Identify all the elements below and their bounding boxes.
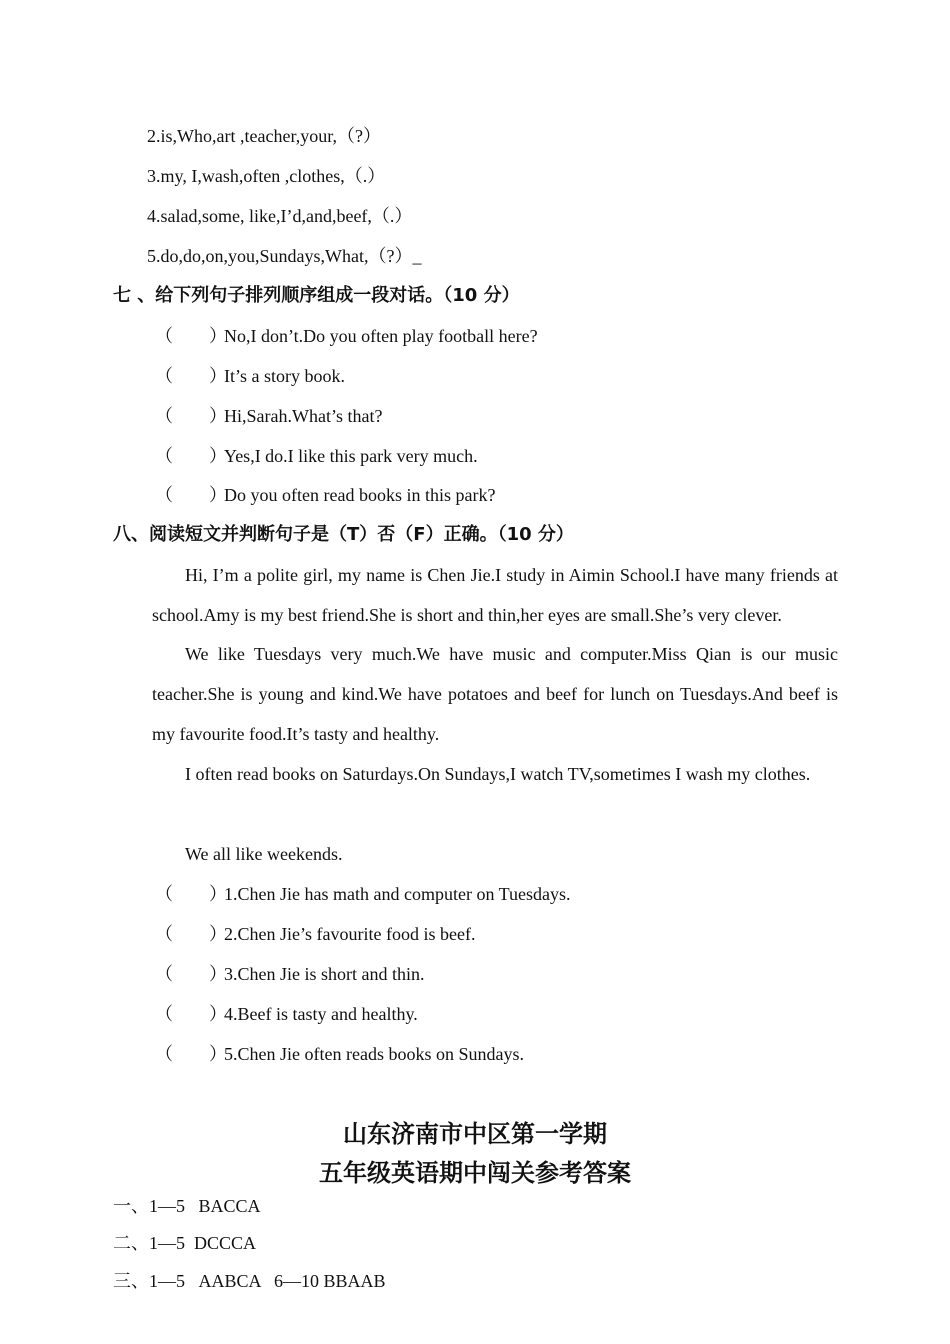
answer-key-subtitle: 五年级英语期中闯关参考答案 xyxy=(319,1159,631,1187)
dialogue-text: Hi,Sarah.What’s that? xyxy=(224,406,383,426)
dialogue-item xyxy=(155,404,382,428)
question-text: 2.Chen Jie’s favourite food is beef. xyxy=(224,924,476,944)
question-text: 4.Beef is tasty and healthy. xyxy=(224,1004,418,1024)
dialogue-text: Do you often read books in this park? xyxy=(224,485,496,505)
question-text: 1.Chen Jie has math and computer on Tuesdays. xyxy=(224,884,571,904)
dialogue-text: Yes,I do.I like this park very much. xyxy=(224,446,478,466)
answer-key-title: 山东济南市中区第一学期 xyxy=(343,1120,607,1148)
section6-item: 3.my, I,wash,often ,clothes,（.） xyxy=(147,166,386,186)
judgement-question xyxy=(155,922,475,946)
judgement-question xyxy=(155,1042,524,1066)
reading-paragraph: We all like weekends. xyxy=(185,844,343,864)
judgement-question xyxy=(155,962,425,986)
dialogue-item xyxy=(155,324,538,348)
reading-paragraph: Hi, I’m a polite girl, my name is Chen Jie.I study in Aimin School.I have many friends at school.Amy is my best friend.She is short and thin,her eyes are small.She’s very clever. xyxy=(152,565,838,625)
judgement-question xyxy=(155,882,570,906)
dialogue-text: No,I don’t.Do you often play football here? xyxy=(224,326,538,346)
reading-paragraph: I often read books on Saturdays.On Sundays,I watch TV,sometimes I wash my clothes. xyxy=(185,764,811,784)
dialogue-text: It’s a story book. xyxy=(224,366,345,386)
reading-paragraph: We like Tuesdays very much.We have music and computer.Miss Qian is our music teacher.She is young and kind.We have potatoes and beef for lunch on Tuesdays.And beef is my favourite food.It’s tasty and healthy. xyxy=(152,644,838,744)
dialogue-item xyxy=(155,483,495,507)
answer-blank[interactable]: （ ） xyxy=(155,326,227,346)
question-text: 5.Chen Jie often reads books on Sundays. xyxy=(224,1044,524,1064)
answer-blank[interactable]: （ ） xyxy=(155,964,227,984)
answer-blank[interactable]: （ ） xyxy=(155,884,227,904)
judgement-question xyxy=(155,1002,418,1026)
answer-blank[interactable]: （ ） xyxy=(155,485,227,505)
answer-blank[interactable]: （ ） xyxy=(155,446,227,466)
section6-item: 4.salad,some, like,I’d,and,beef,（.） xyxy=(147,206,413,226)
answer-blank[interactable]: （ ） xyxy=(155,366,227,386)
section8-heading: 八、阅读短文并判断句子是（T）否（F）正确。（10 分） xyxy=(113,524,574,545)
question-text: 3.Chen Jie is short and thin. xyxy=(224,964,425,984)
dialogue-item xyxy=(155,364,345,388)
section6-item: 5.do,do,on,you,Sundays,What,（?）_ xyxy=(147,246,422,266)
answer-line: 三、1—5 AABCA 6—10 BBAAB xyxy=(113,1271,386,1291)
answer-blank[interactable]: （ ） xyxy=(155,1004,227,1024)
answer-blank[interactable]: （ ） xyxy=(155,1044,227,1064)
answer-blank[interactable]: （ ） xyxy=(155,924,227,944)
section7-heading: 七 、给下列句子排列顺序组成一段对话。（10 分） xyxy=(113,285,520,306)
section6-item: 2.is,Who,art ,teacher,your,（?） xyxy=(147,126,381,146)
answer-line: 一、1—5 BACCA xyxy=(113,1196,261,1216)
answer-line: 二、1—5 DCCCA xyxy=(113,1233,257,1253)
answer-blank[interactable]: （ ） xyxy=(155,406,227,426)
dialogue-item xyxy=(155,444,478,468)
